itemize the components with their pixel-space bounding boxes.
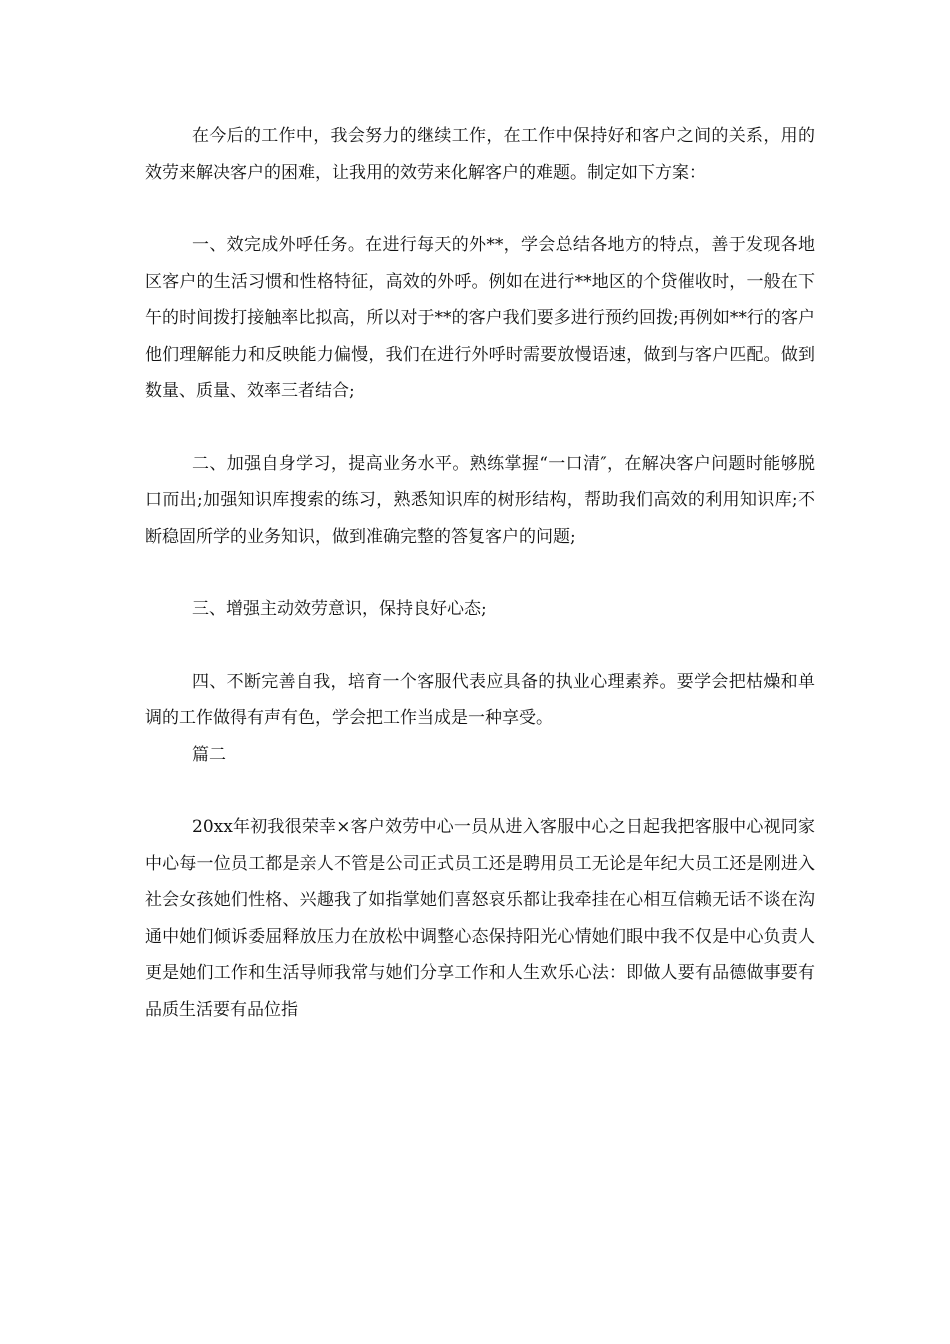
plan-item-1-paragraph: 一、效完成外呼任务。在进行每天的外**，学会总结各地方的特点，善于发现各地区客户的生活习惯和性格特征，高效的外呼。例如在进行**地区的个贷催收时，一般在下午的时间拨打接触率比拟高，所以对于**的客户我们要多进行预约回拨;再例如**行的客户他们理解能力和反映能力偏慢，我们在进行外呼时需要放慢语速，做到与客户匹配。做到数量、质量、效率三者结合; — [145, 235, 815, 401]
section-heading: 篇二 — [192, 744, 226, 765]
plan-item-2-paragraph: 二、加强自身学习，提高业务水平。熟练掌握“一口清″，在解决客户问题时能够脱口而出;加强知识库搜索的练习，熟悉知识库的树形结构，帮助我们高效的利用知识库;不断稳固所学的业务知识，做到准确完整的答复客户的问题; — [145, 453, 815, 547]
document-body — [145, 118, 815, 1028]
intro-paragraph: 在今后的工作中，我会努力的继续工作，在工作中保持好和客户之间的关系，用的效劳来解决客户的困难，让我用的效劳来化解客户的难题。制定如下方案： — [145, 126, 815, 183]
section-paragraph: 20xx年初我很荣幸×客户效劳中心一员从进入客服中心之日起我把客服中心视同家中心每一位员工都是亲人不管是公司正式员工还是聘用员工无论是年纪大员工还是刚进入社会女孩她们性格、兴趣我了如指掌她们喜怒哀乐都让我牵挂在心相互信赖无话不谈在沟通中她们倾诉委屈释放压力在放松中调整心态保持阳光心情她们眼中我不仅是中心负责人更是她们工作和生活导师我常与她们分享工作和人生欢乐心法：即做人要有品德做事要有品质生活要有品位指 — [145, 817, 815, 1020]
plan-item-4-paragraph: 四、不断完善自我，培育一个客服代表应具备的执业心理素养。要学会把枯燥和单调的工作做得有声有色，学会把工作当成是一种享受。 — [145, 671, 815, 728]
plan-item-3-paragraph: 三、增强主动效劳意识，保持良好心态; — [192, 599, 487, 619]
